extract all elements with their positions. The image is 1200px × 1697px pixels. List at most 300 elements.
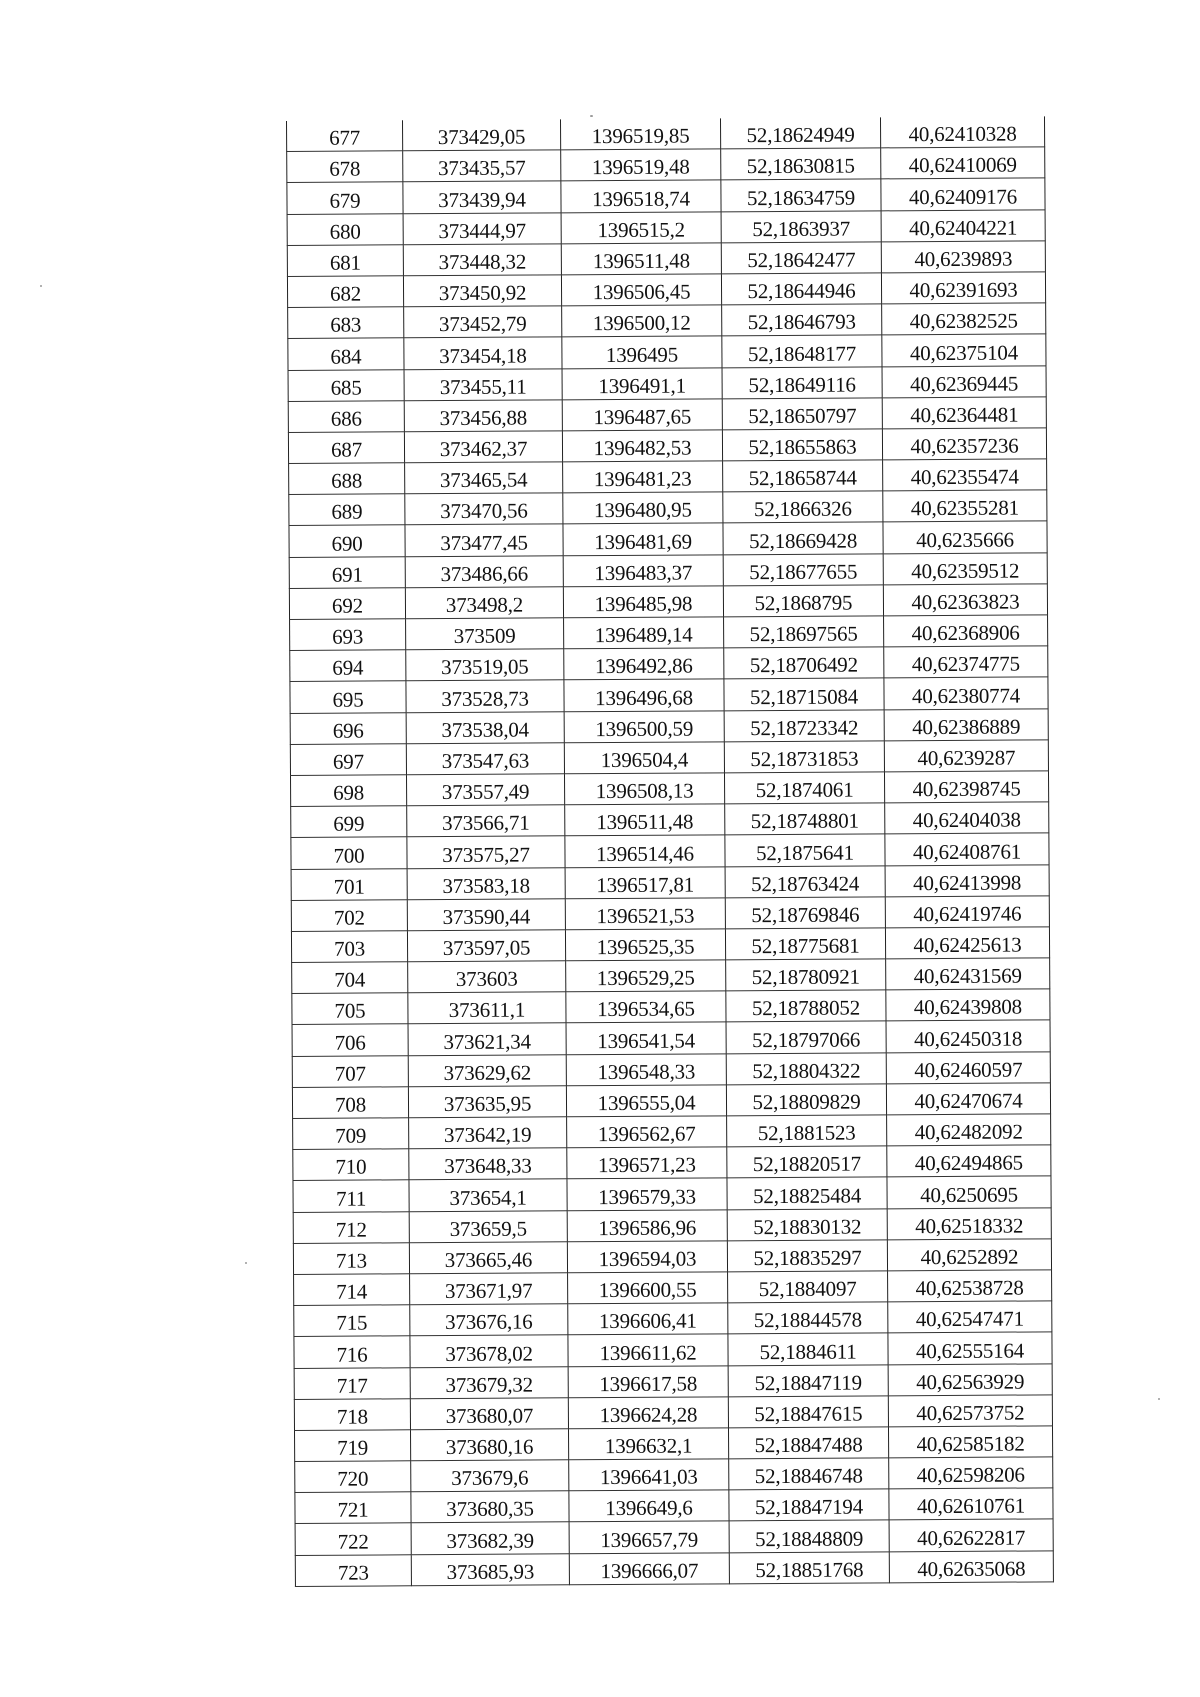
x-coordinate-cell	[409, 1242, 567, 1274]
point-number-cell	[289, 494, 405, 526]
y-coordinate-cell	[568, 1303, 728, 1335]
cell-text: 1396534,65	[596, 996, 695, 1022]
y-coordinate-cell	[562, 367, 722, 399]
point-number-cell	[287, 245, 403, 277]
x-coordinate-cell	[409, 1148, 567, 1180]
point-number-cell	[290, 619, 406, 651]
y-coordinate-cell	[568, 1365, 728, 1397]
y-coordinate-cell	[564, 648, 724, 680]
latitude-cell	[724, 678, 884, 710]
cell-text: 1396657,79	[600, 1527, 699, 1552]
latitude-cell	[728, 1302, 888, 1334]
cell-text: 373648,33	[444, 1153, 532, 1179]
longitude-cell	[881, 147, 1045, 179]
table-row	[293, 1145, 1051, 1181]
longitude-cell	[882, 365, 1046, 397]
cell-text: 1396504,4	[600, 747, 689, 773]
cell-text: 40,6235666	[916, 527, 1015, 552]
cell-text: 1396483,37	[594, 560, 693, 585]
cell-text: 1396482,53	[593, 435, 692, 461]
cell-text: 696	[332, 718, 364, 743]
cell-text: 40,62563929	[916, 1369, 1025, 1394]
cell-text: 716	[336, 1342, 368, 1367]
point-number-cell	[295, 1492, 411, 1524]
table-row	[293, 1207, 1051, 1243]
point-number-cell	[294, 1367, 410, 1399]
latitude-cell	[721, 179, 881, 211]
table-row	[295, 1519, 1053, 1555]
cell-text: 373455,11	[439, 374, 527, 399]
cell-text: 1396519,85	[591, 123, 690, 149]
table-row	[291, 927, 1049, 963]
cell-text: 1396521,53	[596, 903, 695, 928]
point-number-cell	[291, 868, 407, 900]
table-row	[290, 708, 1048, 744]
table-row	[288, 303, 1046, 339]
x-coordinate-cell	[403, 150, 561, 182]
table-row	[292, 958, 1050, 994]
x-coordinate-cell	[405, 587, 563, 619]
point-number-cell	[294, 1274, 410, 1306]
longitude-cell	[883, 521, 1047, 553]
y-coordinate-cell	[564, 742, 724, 774]
cell-text: 1396525,35	[596, 934, 695, 960]
cell-text: 686	[330, 406, 362, 431]
cell-text: 52,1874061	[755, 777, 854, 803]
cell-text: 373682,39	[446, 1528, 534, 1553]
y-coordinate-cell	[561, 180, 721, 212]
table-row	[287, 272, 1045, 308]
point-number-cell	[293, 1149, 409, 1181]
cell-text: 1396500,12	[592, 310, 691, 336]
cell-text: 52,18715084	[749, 684, 859, 709]
cell-text: 1396529,25	[596, 965, 695, 991]
latitude-cell	[725, 803, 885, 835]
cell-text: 52,18847119	[754, 1370, 862, 1395]
y-coordinate-cell	[563, 586, 723, 618]
latitude-cell	[720, 117, 880, 149]
cell-text: 720	[337, 1466, 369, 1491]
cell-text: 52,18775681	[751, 933, 860, 959]
x-coordinate-cell	[410, 1335, 568, 1367]
cell-text: 373477,45	[440, 530, 528, 555]
cell-text: 40,6250695	[920, 1182, 1019, 1207]
x-coordinate-cell	[404, 431, 562, 463]
table-row	[289, 490, 1047, 526]
cell-text: 52,18644946	[747, 278, 856, 304]
cell-text: 52,1881523	[757, 1120, 856, 1146]
table-row	[291, 896, 1049, 932]
longitude-cell	[885, 864, 1049, 896]
cell-text: 697	[332, 749, 364, 774]
table-row	[288, 334, 1046, 370]
cell-text: 40,62460597	[914, 1057, 1023, 1082]
cell-text: 40,62547471	[915, 1306, 1024, 1332]
cell-text: 694	[332, 655, 364, 681]
latitude-cell	[728, 1364, 888, 1396]
cell-text: 717	[336, 1373, 368, 1398]
point-number-cell	[288, 400, 404, 432]
x-coordinate-cell	[407, 898, 565, 930]
cell-text: 373659,5	[449, 1216, 527, 1241]
y-coordinate-cell	[563, 523, 723, 555]
cell-text: 40,62635068	[917, 1556, 1026, 1581]
point-number-cell	[287, 276, 403, 308]
longitude-cell	[885, 833, 1049, 865]
y-coordinate-cell	[562, 430, 722, 462]
cell-text: 373679,32	[445, 1372, 534, 1397]
latitude-cell	[721, 210, 881, 242]
cell-text: 719	[337, 1435, 369, 1460]
cell-text: 373671,97	[444, 1278, 533, 1304]
cell-text: 1396491,1	[598, 373, 686, 398]
scan-speck	[40, 285, 42, 287]
latitude-cell	[724, 616, 884, 648]
x-coordinate-cell	[410, 1304, 568, 1336]
point-number-cell	[287, 182, 403, 214]
latitude-cell	[725, 897, 885, 929]
latitude-cell	[722, 429, 882, 461]
x-coordinate-cell	[405, 493, 563, 525]
y-coordinate-cell	[567, 1116, 727, 1148]
table-row	[293, 1114, 1051, 1150]
y-coordinate-cell	[563, 554, 723, 586]
y-coordinate-cell	[561, 149, 721, 181]
cell-text: 52,1884097	[758, 1276, 857, 1302]
cell-text: 40,62355281	[910, 495, 1019, 521]
y-coordinate-cell	[569, 1552, 729, 1584]
cell-text: 373665,46	[444, 1247, 533, 1272]
x-coordinate-cell	[405, 462, 563, 494]
point-number-cell	[287, 120, 403, 151]
x-coordinate-cell	[407, 836, 565, 868]
y-coordinate-cell	[564, 617, 724, 649]
x-coordinate-cell	[408, 992, 566, 1024]
cell-text: 373583,18	[442, 873, 530, 898]
latitude-cell	[729, 1489, 889, 1521]
x-coordinate-cell	[410, 1273, 568, 1305]
cell-text: 373456,88	[439, 405, 528, 430]
cell-text: 1396624,28	[599, 1402, 698, 1427]
table-row	[293, 1239, 1051, 1275]
longitude-cell	[887, 1176, 1051, 1208]
latitude-cell	[723, 491, 883, 523]
cell-text: 373603	[455, 966, 518, 992]
cell-text: 1396579,33	[598, 1184, 697, 1209]
longitude-cell	[887, 1207, 1051, 1239]
longitude-cell	[881, 178, 1045, 210]
cell-text: 52,18655863	[748, 434, 857, 460]
table-row	[287, 209, 1045, 245]
y-coordinate-cell	[561, 211, 721, 243]
cell-text: 373470,56	[440, 498, 528, 524]
point-number-cell	[290, 744, 406, 776]
cell-text: 52,18780921	[751, 964, 860, 990]
latitude-cell	[722, 304, 882, 336]
cell-text: 373680,16	[445, 1434, 534, 1460]
longitude-cell	[886, 1051, 1050, 1083]
cell-text: 373452,79	[438, 311, 527, 337]
longitude-cell	[883, 459, 1047, 491]
cell-text: 373685,93	[446, 1559, 535, 1584]
y-coordinate-cell	[567, 1241, 727, 1273]
latitude-cell	[729, 1458, 889, 1490]
x-coordinate-cell	[404, 306, 562, 338]
cell-text: 373642,19	[443, 1122, 532, 1148]
latitude-cell	[723, 553, 883, 585]
cell-text: 40,62470674	[914, 1088, 1023, 1114]
scan-speck	[590, 115, 593, 117]
cell-text: 40,62398745	[912, 776, 1021, 802]
table-row	[295, 1550, 1053, 1586]
longitude-cell	[883, 552, 1047, 584]
longitude-cell	[881, 241, 1045, 273]
cell-text: 52,18835297	[753, 1245, 862, 1271]
cell-text: 1396492,86	[594, 653, 693, 679]
point-number-cell	[294, 1305, 410, 1337]
cell-text: 373679,6	[451, 1465, 529, 1491]
cell-text: 40,62375104	[909, 340, 1019, 365]
longitude-cell	[888, 1363, 1052, 1395]
cell-text: 40,62404221	[909, 215, 1018, 240]
cell-text: 1396611,62	[599, 1340, 697, 1365]
longitude-cell	[884, 677, 1048, 709]
cell-text: 373454,18	[439, 343, 527, 368]
latitude-cell	[728, 1333, 888, 1365]
latitude-cell	[726, 1021, 886, 1053]
table-row	[289, 459, 1047, 495]
cell-text: 373566,71	[441, 810, 530, 836]
x-coordinate-cell	[410, 1429, 568, 1461]
longitude-cell	[883, 490, 1047, 522]
cell-text: 711	[335, 1186, 367, 1211]
cell-text: 1396489,14	[594, 622, 693, 648]
latitude-cell	[727, 1146, 887, 1178]
coordinates-table-body	[287, 116, 1054, 1586]
point-number-cell	[289, 588, 405, 620]
cell-text: 678	[329, 156, 361, 182]
table-row	[295, 1457, 1053, 1493]
cell-text: 373519,05	[441, 654, 529, 680]
cell-text: 373429,05	[437, 124, 526, 150]
cell-text: 52,18634759	[746, 185, 856, 210]
point-number-cell	[291, 899, 407, 931]
table-row	[294, 1332, 1052, 1368]
x-coordinate-cell	[410, 1366, 568, 1398]
table-row	[288, 428, 1046, 464]
longitude-cell	[887, 1145, 1051, 1177]
latitude-cell	[726, 1052, 886, 1084]
cell-text: 722	[337, 1529, 369, 1554]
cell-text: 373590,44	[442, 904, 531, 929]
latitude-cell	[726, 959, 886, 991]
cell-text: 40,62364481	[910, 402, 1019, 428]
point-number-cell	[290, 712, 406, 744]
cell-text: 52,18848809	[755, 1526, 864, 1551]
longitude-cell	[888, 1270, 1052, 1302]
x-coordinate-cell	[406, 649, 564, 681]
cell-text: 52,18851768	[755, 1557, 864, 1582]
cell-text: 712	[335, 1217, 367, 1242]
point-number-cell	[292, 1024, 408, 1056]
cell-text: 714	[336, 1279, 368, 1304]
cell-text: 52,18650797	[748, 403, 857, 429]
scan-speck	[1158, 1398, 1160, 1400]
cell-text: 40,6239287	[917, 745, 1016, 771]
cell-text: 52,18748801	[750, 808, 859, 834]
x-coordinate-cell	[404, 368, 562, 400]
longitude-cell	[888, 1395, 1052, 1427]
x-coordinate-cell	[402, 119, 560, 151]
x-coordinate-cell	[411, 1553, 569, 1585]
cell-text: 373629,62	[443, 1060, 532, 1085]
y-coordinate-cell	[566, 960, 726, 992]
y-coordinate-cell	[561, 243, 721, 275]
cell-text: 373547,63	[441, 748, 530, 773]
cell-text: 52,18844578	[753, 1307, 862, 1333]
point-number-cell	[287, 213, 403, 245]
table-row	[294, 1395, 1052, 1431]
x-coordinate-cell	[403, 244, 561, 276]
cell-text: 40,62386889	[912, 714, 1021, 739]
table-row	[291, 864, 1049, 900]
point-number-cell	[293, 1180, 409, 1212]
cell-text: 52,1863937	[752, 216, 851, 241]
cell-text: 373439,94	[438, 187, 526, 212]
latitude-cell	[726, 1084, 886, 1116]
y-coordinate-cell	[560, 118, 720, 150]
x-coordinate-cell	[404, 400, 562, 432]
table-row	[288, 365, 1046, 401]
cell-text: 40,62538728	[915, 1275, 1024, 1301]
cell-text: 1396496,68	[595, 685, 693, 710]
latitude-cell	[725, 865, 885, 897]
latitude-cell	[724, 709, 884, 741]
cell-text: 1396555,04	[597, 1090, 696, 1116]
x-coordinate-cell	[411, 1460, 569, 1492]
y-coordinate-cell	[564, 710, 724, 742]
longitude-cell	[887, 1239, 1051, 1271]
y-coordinate-cell	[566, 1022, 726, 1054]
longitude-cell	[884, 615, 1048, 647]
cell-text: 52,18820517	[752, 1151, 861, 1177]
latitude-cell	[727, 1240, 887, 1272]
cell-text: 698	[333, 780, 365, 805]
cell-text: 373498,2	[445, 592, 524, 618]
cell-text: 1396511,48	[596, 809, 694, 835]
longitude-cell	[889, 1519, 1053, 1551]
cell-text: 1396515,2	[597, 217, 685, 242]
cell-text: 40,62482092	[914, 1119, 1023, 1145]
table-row	[292, 1051, 1050, 1087]
cell-text: 1396508,13	[595, 778, 694, 804]
y-coordinate-cell	[564, 679, 724, 711]
cell-text: 40,62391693	[909, 277, 1018, 303]
cell-text: 1396511,48	[592, 248, 690, 274]
y-coordinate-cell	[566, 1085, 726, 1117]
point-number-cell	[295, 1523, 411, 1555]
cell-text: 52,1868795	[754, 590, 853, 616]
cell-text: 40,6252892	[920, 1244, 1019, 1270]
table-row	[292, 989, 1050, 1025]
y-coordinate-cell	[568, 1428, 728, 1460]
x-coordinate-cell	[407, 805, 565, 837]
y-coordinate-cell	[562, 399, 722, 431]
cell-text: 40,62598206	[916, 1462, 1025, 1488]
cell-text: 684	[330, 344, 362, 369]
latitude-cell	[723, 585, 883, 617]
table-row	[290, 646, 1048, 682]
y-coordinate-cell	[569, 1521, 729, 1553]
longitude-cell	[888, 1426, 1052, 1458]
cell-text: 699	[333, 811, 365, 837]
cell-text: 1396649,6	[605, 1495, 693, 1521]
longitude-cell	[884, 708, 1048, 740]
x-coordinate-cell	[409, 1179, 567, 1211]
cell-text: 680	[329, 219, 361, 244]
cell-text: 1396562,67	[597, 1121, 696, 1147]
y-coordinate-cell	[567, 1209, 727, 1241]
table-row	[294, 1363, 1052, 1399]
cell-text: 40,62410069	[908, 152, 1017, 178]
cell-text: 373678,02	[445, 1341, 533, 1366]
cell-text: 373509	[453, 623, 516, 649]
cell-text: 685	[330, 375, 362, 400]
point-number-cell	[290, 650, 406, 682]
longitude-cell	[884, 646, 1048, 678]
cell-text: 52,18723342	[750, 715, 859, 740]
cell-text: 40,62518332	[915, 1213, 1024, 1238]
cell-text: 40,62439808	[913, 994, 1023, 1020]
longitude-cell	[889, 1488, 1053, 1520]
cell-text: 52,18642477	[747, 247, 856, 273]
point-number-cell	[288, 338, 404, 370]
cell-text: 40,62355474	[910, 464, 1019, 490]
cell-text: 52,18677655	[749, 559, 858, 584]
cell-text: 40,62404038	[912, 807, 1021, 833]
table-row	[288, 397, 1046, 433]
cell-text: 688	[331, 468, 363, 493]
y-coordinate-cell	[564, 773, 724, 805]
cell-text: 373621,34	[443, 1029, 531, 1054]
cell-text: 373635,95	[443, 1091, 532, 1117]
cell-text: 1396641,03	[599, 1464, 698, 1490]
cell-text: 1396500,59	[595, 716, 694, 741]
y-coordinate-cell	[565, 898, 725, 930]
coordinates-table	[286, 116, 1054, 1586]
cell-text: 40,62431569	[913, 963, 1022, 989]
point-number-cell	[287, 151, 403, 183]
cell-text: 40,62410328	[908, 121, 1017, 147]
x-coordinate-cell	[407, 930, 565, 962]
longitude-cell	[882, 397, 1046, 429]
cell-text: 52,18731853	[750, 746, 859, 772]
cell-text: 373538,04	[441, 717, 530, 742]
cell-text: 52,18825484	[752, 1183, 862, 1208]
longitude-cell	[889, 1457, 1053, 1489]
x-coordinate-cell	[406, 680, 564, 712]
table-row	[287, 178, 1045, 214]
x-coordinate-cell	[406, 743, 564, 775]
y-coordinate-cell	[565, 929, 725, 961]
cell-text: 700	[333, 843, 365, 868]
cell-text: 713	[335, 1248, 367, 1273]
cell-text: 721	[337, 1497, 369, 1523]
cell-text: 40,62380774	[911, 683, 1021, 708]
cell-text: 691	[331, 562, 363, 587]
table-row	[294, 1270, 1052, 1306]
cell-text: 709	[335, 1123, 367, 1148]
